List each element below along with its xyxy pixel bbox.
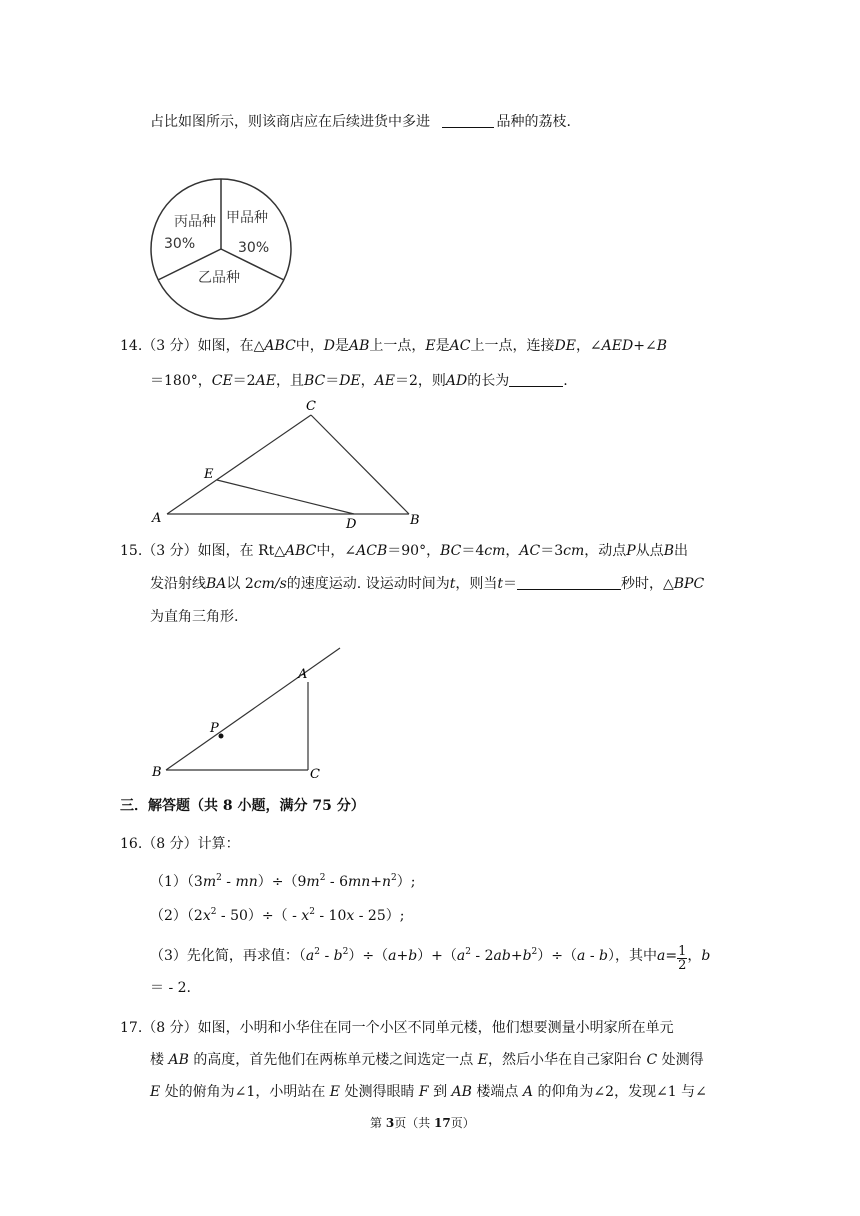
q14-text: ＝2，则 <box>395 373 446 389</box>
q16-text: - <box>585 948 600 964</box>
q17-text: 处测得眼睛 <box>344 1084 415 1100</box>
q14-segment-ed <box>217 480 354 514</box>
q16-var: mn <box>347 874 371 890</box>
q15-text: ＝90°， <box>387 543 441 559</box>
q15-text: ＝3 <box>540 543 564 559</box>
q14-text: +∠ <box>633 338 657 354</box>
q16-text: - 25）; <box>354 908 405 924</box>
footer-text: 第 <box>370 1116 386 1130</box>
q16-exp: 2 <box>216 873 222 883</box>
q16-text: （2）（2 <box>150 908 203 924</box>
q15-ray-ba <box>166 648 340 770</box>
q16-exp: 2 <box>531 947 538 957</box>
q16-text: ， <box>687 948 702 964</box>
q16-part2 <box>150 902 404 926</box>
q15-answer-blank[interactable] <box>517 575 621 590</box>
q16-text: - 50）÷（ - <box>216 908 302 924</box>
q15-label-a: A <box>298 667 308 682</box>
q14-var: D <box>323 338 336 354</box>
q16-text: （1）（3 <box>150 874 203 890</box>
q16-part1 <box>150 868 416 892</box>
q14-answer-blank[interactable] <box>509 372 563 387</box>
q14-text: 中， <box>295 338 324 354</box>
q17-var: C <box>646 1052 658 1068</box>
q14-label-d: D <box>346 517 357 530</box>
q17-var: A <box>522 1084 533 1100</box>
q16-exp: 2 <box>342 947 349 957</box>
q14-figure <box>146 394 426 530</box>
q14-var: E <box>425 338 436 354</box>
q17-line3 <box>150 1082 707 1102</box>
q14-var: AC <box>449 338 471 354</box>
q17-var: E <box>329 1084 341 1100</box>
q16-var: b <box>599 948 608 964</box>
q15-text: 从点 <box>635 543 664 559</box>
q15-text: 出 <box>673 543 688 559</box>
q15-var: B <box>663 543 674 559</box>
q14-var: AE <box>374 373 395 389</box>
q16-var: m <box>202 874 217 890</box>
q16-text: ）÷（ <box>348 948 389 964</box>
q16-var: a <box>456 948 466 964</box>
q14-score: （3 分） <box>142 338 198 354</box>
q14-var: AED <box>601 338 634 354</box>
q15-var: t <box>449 576 456 592</box>
q14-var: AE <box>255 373 276 389</box>
q14-var: DE <box>554 338 576 354</box>
q16-var: a <box>305 948 315 964</box>
q16-text: - <box>221 874 236 890</box>
q17-text: 处测得 <box>661 1052 704 1068</box>
q15-text: 如图，在 Rt△ <box>197 543 286 559</box>
page-total: 17 <box>434 1116 451 1130</box>
q16-var: b <box>701 948 711 964</box>
fraction-denominator: 2 <box>678 958 687 973</box>
q15-unit: cm <box>563 543 585 559</box>
q16-text: （3）先化简，再求值：（ <box>150 948 306 964</box>
q14-var: DE <box>339 373 361 389</box>
q14-var: ABC <box>264 338 296 354</box>
q14-text: ，∠ <box>575 338 602 354</box>
q14-var: CE <box>211 373 233 389</box>
q14-segment-cb <box>311 415 409 514</box>
page-footer <box>370 1114 475 1131</box>
q14-text: 的长为 <box>467 373 510 389</box>
q15-text: 的速度运动. 设运动时间为 <box>286 576 450 592</box>
fraction-numerator: 1 <box>678 944 687 959</box>
q14-text: ＝2 <box>232 373 256 389</box>
q15-unit: cm/s <box>253 576 287 592</box>
q13-answer-blank[interactable] <box>442 113 494 128</box>
footer-text: 页） <box>450 1116 475 1130</box>
q15-text: ＝ <box>502 576 517 592</box>
q14-var: B <box>656 338 667 354</box>
q16-var: b <box>408 948 418 964</box>
q17-text: 的高度，首先他们在两栋单元楼之间选定一点 <box>193 1052 474 1068</box>
q14-var: BC <box>303 373 326 389</box>
q15-var: BPC <box>673 576 705 592</box>
q17-var: E <box>477 1052 488 1068</box>
q14-label-c: C <box>306 399 316 414</box>
pie-chart <box>148 176 294 322</box>
section-3-header: 三．解答题（共 8 小题，满分 75 分） <box>120 798 365 814</box>
q17-text: 处的俯角为∠1，小明站在 <box>164 1084 326 1100</box>
q15-text: ，则当 <box>455 576 498 592</box>
q17-var: AB <box>168 1052 189 1068</box>
q14-number: 14. <box>120 338 143 354</box>
q15-var: t <box>497 576 503 592</box>
q14-label-b: B <box>410 513 420 528</box>
q15-line2 <box>150 574 704 594</box>
q16-header: 16.（8 分）计算： <box>120 836 240 852</box>
q15-line1 <box>120 541 688 561</box>
q14-text: 如图，在△ <box>197 338 265 354</box>
q14-text: . <box>563 373 568 389</box>
q16-text: + <box>510 948 523 964</box>
q17-text: 楼 <box>150 1052 164 1068</box>
q15-text: ，动点 <box>584 543 627 559</box>
q16-exp: 2 <box>319 873 326 883</box>
q13-text-start: 占比如图所示，则该商店应在后续进货中多进 <box>150 114 430 130</box>
footer-text: 页（共 <box>394 1116 435 1130</box>
q17-line2 <box>150 1050 704 1070</box>
q16-part3 <box>150 942 710 972</box>
q16-var: n <box>382 874 392 890</box>
q15-line3 <box>150 607 238 627</box>
q15-text: ， <box>505 543 520 559</box>
q14-segment-ac <box>167 415 311 514</box>
q16-exp: 2 <box>465 947 471 957</box>
q16-var: m <box>306 874 320 890</box>
q15-score: （3 分） <box>142 543 198 559</box>
q14-text: ＝ <box>325 373 340 389</box>
q14-text: 是 <box>335 338 350 354</box>
q15-var: AC <box>519 543 541 559</box>
q15-figure <box>146 640 346 782</box>
q16-var: b <box>333 948 343 964</box>
q14-text: ＝180°， <box>150 373 212 389</box>
q14-var: AB <box>349 338 370 354</box>
q14-text: 是 <box>435 338 450 354</box>
q16-exp: 2 <box>391 873 397 883</box>
q16-var: ab <box>493 948 511 964</box>
q15-text: 中，∠ <box>316 543 357 559</box>
q17-text: 到 <box>433 1084 448 1100</box>
q16-var: b <box>522 948 532 964</box>
q15-text: 以 2 <box>226 576 254 592</box>
q14-text: ，且 <box>275 373 304 389</box>
q17-text: ，然后小华在自己家阳台 <box>488 1052 642 1068</box>
q16-var: a <box>388 948 397 964</box>
q16-text: - 10 <box>314 908 347 924</box>
q17-var: F <box>418 1084 429 1100</box>
q16-var: x <box>346 908 355 924</box>
q14-line1 <box>120 336 667 356</box>
q14-text: 上一点， <box>369 338 426 354</box>
q15-point-p <box>219 734 224 739</box>
pie-label-bing: 丙品种 <box>174 214 216 230</box>
q16-text: ）÷（ <box>537 948 578 964</box>
q17-text: 的仰角为∠2，发现∠1 与∠ <box>537 1084 707 1100</box>
q14-label-e: E <box>204 467 214 482</box>
q16-var: x <box>202 908 211 924</box>
q16-text: - 6 <box>325 874 348 890</box>
q17-var: E <box>150 1084 161 1100</box>
q16-text: + <box>370 874 383 890</box>
q15-var: ABC <box>285 543 317 559</box>
q16-fraction <box>677 945 687 972</box>
q13-text-end: 品种的荔枝. <box>496 114 571 130</box>
q15-text: 秒时，△ <box>620 576 674 592</box>
q16-var: a <box>656 948 666 964</box>
q14-label-a: A <box>152 511 162 526</box>
pie-pct-bing: 30% <box>164 236 196 252</box>
q15-number: 15. <box>120 543 143 559</box>
q16-text: - 2 <box>470 948 494 964</box>
page-number: 3 <box>385 1116 395 1130</box>
q16-text: ），其中 <box>607 948 657 964</box>
q17-text: 楼端点 <box>476 1084 519 1100</box>
q16-var: x <box>301 908 310 924</box>
q16-var: a <box>577 948 586 964</box>
q15-var: BC <box>440 543 462 559</box>
q16-text: = <box>665 948 678 964</box>
pie-label-yi: 乙品种 <box>198 270 240 286</box>
q14-var: AD <box>445 373 468 389</box>
q15-label-b: B <box>152 765 162 780</box>
pie-pct-jia: 30% <box>238 240 270 256</box>
q16-text: ）; <box>396 874 416 890</box>
q16-exp: 2 <box>309 907 315 917</box>
q16-text: - <box>320 948 334 964</box>
q16-part3-line2: ＝ - 2. <box>150 980 191 996</box>
q17-var: AB <box>451 1084 472 1100</box>
q15-label-c: C <box>310 767 320 782</box>
q14-text: ， <box>360 373 375 389</box>
q14-text: 上一点，连接 <box>470 338 555 354</box>
q15-var: P <box>626 543 636 559</box>
q15-label-p: P <box>210 721 219 736</box>
q16-text: + <box>396 948 409 964</box>
q16-text: ）÷（9 <box>257 874 307 890</box>
q15-text: ＝4 <box>461 543 485 559</box>
q15-var: ACB <box>356 543 388 559</box>
pie-label-jia: 甲品种 <box>226 210 268 226</box>
q13-line <box>150 112 571 132</box>
q15-text: 发沿射线 <box>150 576 206 592</box>
q17-line1: 17.（8 分）如图，小明和小华住在同一个小区不同单元楼，他们想要测量小明家所在单元 <box>120 1020 674 1036</box>
q16-var: mn <box>235 874 258 890</box>
q16-text: ）+（ <box>417 948 457 964</box>
q16-exp: 2 <box>314 947 321 957</box>
q14-line2 <box>150 371 568 391</box>
q15-var: BA <box>206 576 227 592</box>
q15-unit: cm <box>484 543 506 559</box>
q15-text: 为直角三角形. <box>150 609 239 625</box>
q16-exp: 2 <box>210 907 217 917</box>
